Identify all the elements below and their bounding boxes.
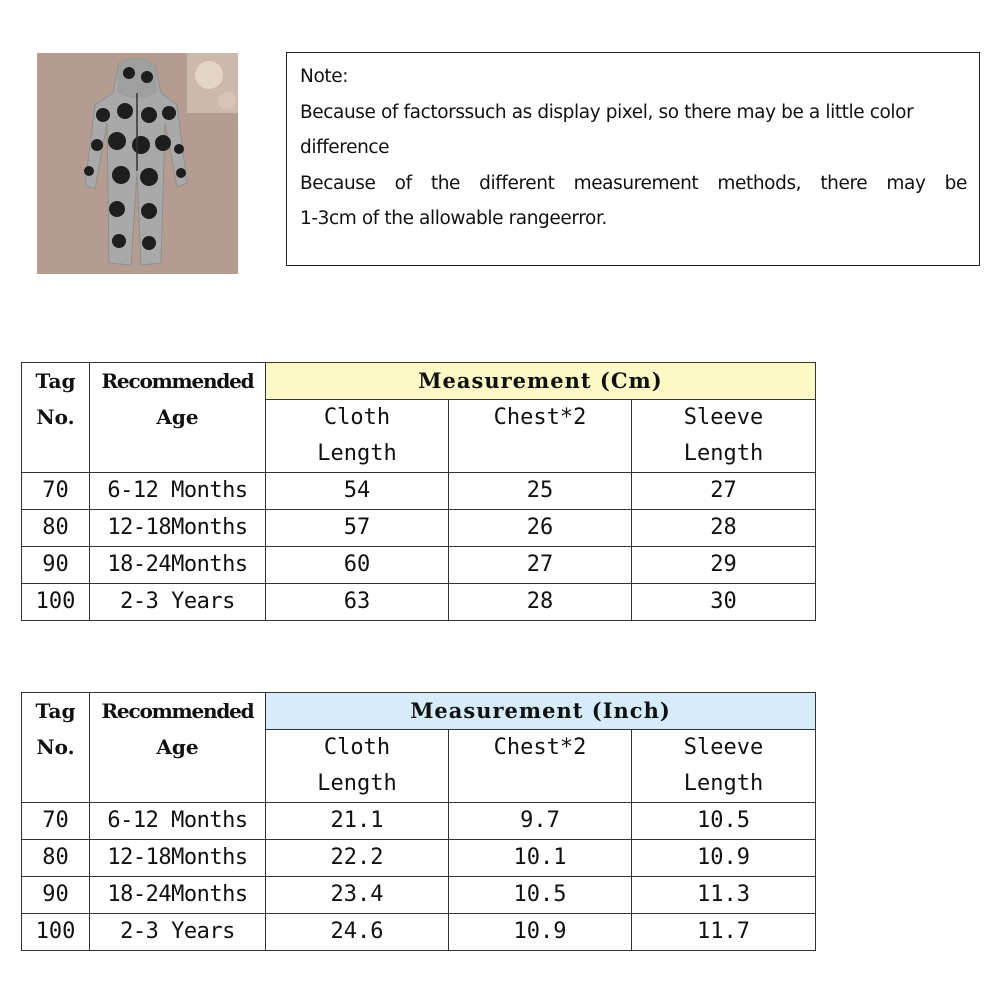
chest-cell: 25 (449, 473, 632, 510)
tag-cell: 70 (22, 803, 90, 840)
age-cell: 12-18Months (90, 840, 266, 877)
table-row (22, 803, 816, 840)
sleeve-cell: 27 (632, 473, 816, 510)
polka-dot-romper-icon (37, 53, 238, 274)
table-row (22, 473, 816, 510)
tag-cell: 80 (22, 510, 90, 547)
sleeve-cell: 10.5 (632, 803, 816, 840)
size-table-inch (21, 692, 816, 951)
age-cell: 18-24Months (90, 877, 266, 914)
sleeve-cell: 10.9 (632, 840, 816, 877)
tag-cell: 70 (22, 473, 90, 510)
cloth-cell: 54 (266, 473, 449, 510)
chest-cell: 10.1 (449, 840, 632, 877)
header-cloth-length: Cloth Length (266, 730, 449, 803)
product-photo (37, 53, 238, 274)
age-cell: 6-12 Months (90, 473, 266, 510)
age-cell: 2-3 Years (90, 584, 266, 621)
sleeve-cell: 30 (632, 584, 816, 621)
size-table-cm (21, 362, 816, 621)
tag-cell: 80 (22, 840, 90, 877)
age-cell: 6-12 Months (90, 803, 266, 840)
header-measurement-inch: Measurement (Inch) (266, 693, 816, 730)
note-line-4: 1-3cm of the allowable rangeerror. (300, 208, 607, 229)
age-cell: 18-24Months (90, 547, 266, 584)
header-tag: Tag No. (22, 693, 90, 803)
table-row (22, 547, 816, 584)
chest-cell: 27 (449, 547, 632, 584)
header-chest: Chest*2 (449, 730, 632, 803)
sleeve-cell: 11.7 (632, 914, 816, 951)
sleeve-cell: 11.3 (632, 877, 816, 914)
note-box (286, 52, 980, 266)
table-row (22, 914, 816, 951)
cloth-cell: 23.4 (266, 877, 449, 914)
cloth-cell: 57 (266, 510, 449, 547)
sleeve-cell: 28 (632, 510, 816, 547)
header-age: Recommended Age (90, 363, 266, 473)
table-row (22, 510, 816, 547)
cloth-cell: 24.6 (266, 914, 449, 951)
header-age: Recommended Age (90, 693, 266, 803)
sleeve-cell: 29 (632, 547, 816, 584)
tag-cell: 90 (22, 877, 90, 914)
chest-cell: 10.9 (449, 914, 632, 951)
header-sleeve-length: Sleeve Length (632, 400, 816, 473)
header-sleeve-length: Sleeve Length (632, 730, 816, 803)
age-cell: 12-18Months (90, 510, 266, 547)
table-row (22, 840, 816, 877)
chest-cell: 28 (449, 584, 632, 621)
tag-cell: 100 (22, 584, 90, 621)
chest-cell: 26 (449, 510, 632, 547)
header-chest: Chest*2 (449, 400, 632, 473)
chest-cell: 9.7 (449, 803, 632, 840)
note-title: Note: (300, 66, 349, 87)
note-line-1: Because of factorssuch as display pixel, so there may be a little color (300, 101, 914, 123)
cloth-cell: 21.1 (266, 803, 449, 840)
header-tag: Tag No. (22, 363, 90, 473)
tag-cell: 90 (22, 547, 90, 584)
table-row (22, 584, 816, 621)
note-line-3: Because of the different measurement methods, there may be (300, 172, 967, 194)
tag-cell: 100 (22, 914, 90, 951)
header-cloth-length: Cloth Length (266, 400, 449, 473)
cloth-cell: 63 (266, 584, 449, 621)
chest-cell: 10.5 (449, 877, 632, 914)
note-line-2: difference (300, 137, 390, 158)
cloth-cell: 22.2 (266, 840, 449, 877)
header-measurement-cm: Measurement (Cm) (266, 363, 816, 400)
age-cell: 2-3 Years (90, 914, 266, 951)
cloth-cell: 60 (266, 547, 449, 584)
table-row (22, 877, 816, 914)
